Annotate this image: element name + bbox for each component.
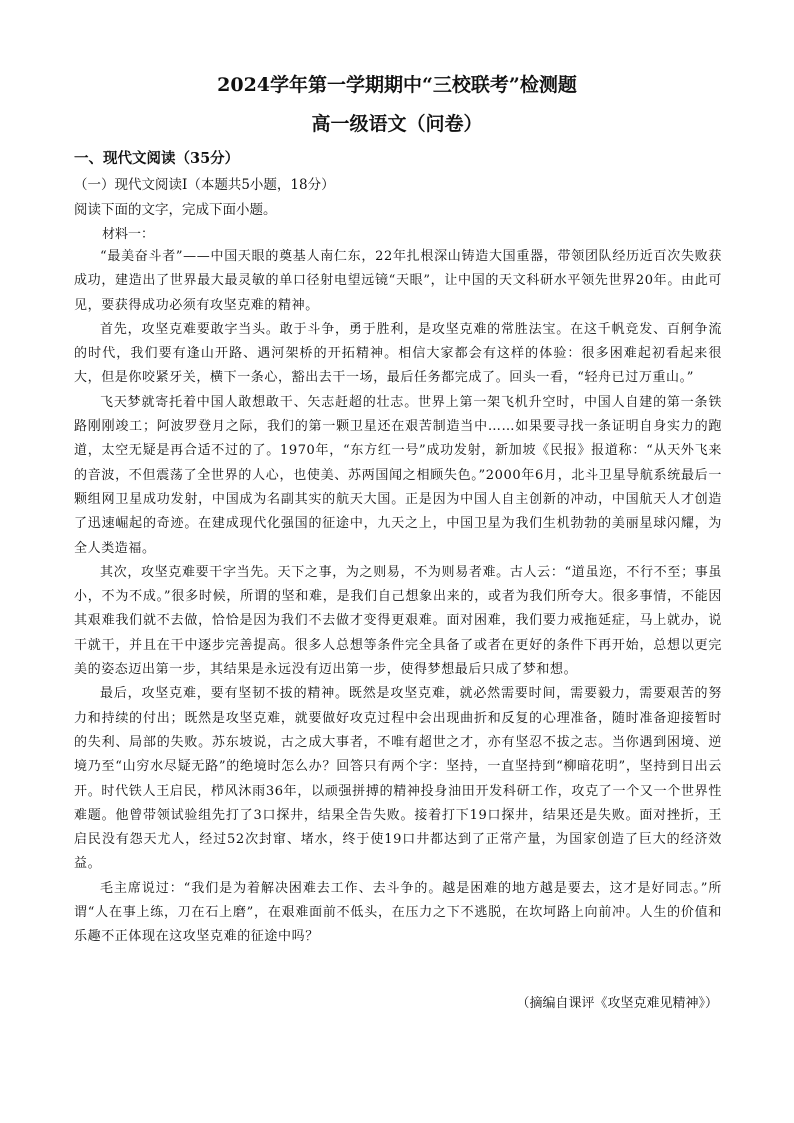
article-paragraph: 毛主席说过：“我们是为着解决困难去工作、去斗争的。越是困难的地方越是要去，这才是好同志。”所谓“人在事上练，刀在石上磨”，在艰难面前不低头，在压力之下不逃脱，在坎坷路上向前冲。人生的价值和乐趣不正体现在这攻坚克难的征途中吗？ — [74, 880, 722, 945]
article-paragraph: “最美奋斗者”——中国天眼的奠基人南仁东，22年扎根深山铸造大国重器，带领团队经历近百次失败获成功，建造出了世界最大最灵敏的单口径射电望远镜“天眼”，让中国的天文科研水平领先世界20年。由此可见，要获得成功必须有攻坚克难的精神。 — [74, 249, 722, 313]
article-paragraph: 最后，攻坚克难，要有坚韧不拔的精神。既然是攻坚克难，就必然需要时间，需要毅力，需要艰苦的努力和持续的付出；既然是攻坚克难，就要做好攻克过程中会出现曲折和反复的心理准备，随时准备迎接暂时的失利、局部的失败。苏东坡说，古之成大事者，不唯有超世之才，亦有坚忍不拔之志。当你遇到困境、逆境乃至“山穷水尽疑无路”的绝境时怎么办？回答只有两个字：坚持，一直坚持到“柳暗花明”，坚持到日出云开。时代铁人王启民，栉风沐雨36年，以顽强拼搏的精神投身油田开发科研工作，攻克了一个又一个世界性难题。他曾带领试验组先打了3口探井，结果全告失败。接着打下19口探井，结果还是失败。面对挫折，王启民没有怨天尤人，经过52次封窜、堵水，终于使19口井都达到了正常产量，为国家创造了巨大的经济效益。 — [74, 686, 722, 872]
reading-instruction: 阅读下面的文字，完成下面小题。 — [74, 202, 277, 218]
article-paragraph: 飞天梦就寄托着中国人敢想敢干、矢志赶超的壮志。世界上第一架飞机升空时，中国人自建的第一条铁路刚刚竣工；阿波罗登月之际，我们的第一颗卫星还在艰苦制造当中……如果要寻找一条证明自身实力的跑道，太空无疑是再合适不过的了。1970年，“东方红一号”成功发射，新加坡《民报》报道称：“从天外飞来的音波，不但震荡了全世界的人心，也使美、苏两国闻之相顾失色。”2000年6月，北斗卫星导航系统最后一颗组网卫星成功发射，中国成为名副其实的航天大国。正是因为中国人自主创新的冲动，中国航天人才创造了迅速崛起的奇迹。在建成现代化强国的征途中，九天之上，中国卫星为我们生机勃勃的美丽星球闪耀，为全人类造福。 — [74, 394, 722, 556]
article-paragraph: 首先，攻坚克难要敢字当头。敢于斗争，勇于胜利，是攻坚克难的常胜法宝。在这千帆竞发、百舸争流的时代，我们要有逢山开路、遇河架桥的开拓精神。相信大家都会有这样的体验：很多困难起初看起来很大，但是你咬紧牙关，横下一条心，豁出去干一场，最后任务都完成了。回头一看，“轻舟已过万重山。” — [74, 321, 722, 386]
article-paragraph: 其次，攻坚克难要干字当先。天下之事，为之则易，不为则易者难。古人云：“道虽迩，不行不至；事虽小，不为不成。”很多时候，所谓的坚和难，是我们自己想象出来的，或者为我们所夸大。很多事情，不能因其艰难我们就不去做，恰恰是因为我们不去做才变得更艰难。面对困难，我们要力戒拖延症，马上就办，说干就干，并且在干中逐步完善提高。很多人总想等条件完全具备了或者在更好的条件下再开始，总想以更完美的姿态迈出第一步，其结果是永远没有迈出第一步，使得梦想最后只成了梦和想。 — [74, 564, 722, 678]
source-citation: （摘编自课评《攻坚克难见精神》） — [516, 996, 718, 1011]
section-heading: 一、现代文阅读（35分） — [74, 150, 240, 167]
exam-title: 2024学年第一学期期中“三校联考”检测题 — [217, 74, 577, 96]
part-heading: （一）现代文阅读Ⅰ（本题共5小题，18分） — [74, 177, 335, 193]
exam-subtitle: 高一级语文（问卷） — [311, 113, 483, 135]
material-label: 材料一： — [102, 227, 155, 242]
article-body — [74, 245, 722, 950]
